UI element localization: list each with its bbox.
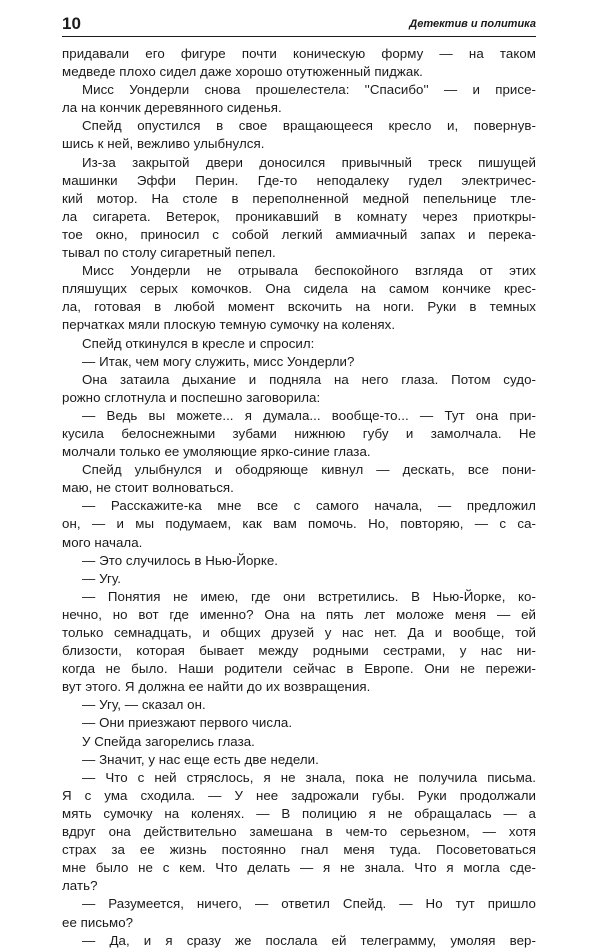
text-line: — Итак, чем могу служить, мисс Уондерли? <box>82 353 355 369</box>
text-line: — Разумеется, ничего, — ответил Спейд. — Но тут пришло <box>82 896 536 912</box>
text-line: ла сигарета. Ветерок, проникавший в комнату через приоткры- <box>62 208 536 224</box>
text-line: мне было не с кем. Что делать — я не знала. Что я могла сде- <box>62 860 536 876</box>
text-line: — Это случилось в Нью-Йорке. <box>82 552 279 568</box>
page-header <box>62 14 536 37</box>
text-line: — Ведь вы можете... я думала... вообще-то... — Тут она при- <box>82 407 536 423</box>
text-line: молчали только ее умоляющие ярко-синие глаза. <box>62 444 371 460</box>
text-line: когда не было. Наши родители сейчас в Европе. Они не пережи- <box>62 661 536 677</box>
text-line: лать? <box>62 878 98 894</box>
text-line: — Они приезжают первого числа. <box>82 715 293 731</box>
text-line: шись к ней, вежливо улыбнулся. <box>62 136 265 152</box>
text-line: Из-за закрытой двери доносился привычный треск пишущей <box>82 154 536 170</box>
text-line: нечно, но вот где именно? Она на пять лет моложе меня — ей <box>62 606 536 622</box>
text-line: Спейд улыбнулся и ободряюще кивнул — дескать, все пони- <box>82 462 536 478</box>
text-line: страх за ее жизнь постоянно гнал меня туда. Посоветоваться <box>62 842 536 858</box>
text-line: — Угу. <box>82 570 122 586</box>
text-line: он, — и мы подумаем, как вам помочь. Но, повторяю, — с са- <box>62 516 536 532</box>
text-line: ее письмо? <box>62 914 134 930</box>
text-line: вдруг она действительно замешана в чем-то серьезном, — хотя <box>62 824 536 840</box>
text-line: — Значит, у нас еще есть две недели. <box>82 751 319 767</box>
text-line: ла на кончик деревянного сиденья. <box>62 100 282 116</box>
text-line: У Спейда загорелись глаза. <box>82 733 255 749</box>
text-line: — Да, и я сразу же послала ей телеграмму, умоляя вер- <box>82 932 536 948</box>
text-line: близости, которая бывает между родными сестрами, у нас ни- <box>62 643 536 659</box>
text-line: медведе плохо сидел даже хорошо отутюженный пиджак. <box>62 64 423 80</box>
text-line: Она затаила дыхание и подняла на него глаза. Потом судо- <box>82 371 536 387</box>
text-line: Я с ума сходила. — У нее задрожали губы. Руки продолжали <box>62 787 536 803</box>
text-line: мять сумочку на коленях. — В полицию я не обращалась — а <box>62 805 536 821</box>
text-line: Спейд опустился в свое вращающееся кресло и, повернув- <box>82 118 536 134</box>
book-page <box>62 14 536 950</box>
text-line: пляшущих серых комочков. Она сидела на самом кончике крес- <box>62 281 536 297</box>
text-line: Спейд откинулся в кресле и спросил: <box>82 335 315 351</box>
text-line: тое окно, приносил с собой легкий аммиачный запах и перека- <box>62 226 536 242</box>
text-line: — Расскажите-ка мне все с самого начала, — предложил <box>82 498 536 514</box>
text-line: кий мотор. На столе в переполненной медной пепельнице тле- <box>62 190 536 206</box>
text-line: ла, готовая в любой момент вскочить на ноги. Руки в темных <box>62 299 536 315</box>
text-line: — Что с ней стряслось, я не знала, пока не получила письма. <box>82 769 536 785</box>
text-line: — Понятия не имею, где они встретились. В Нью-Йорке, ко- <box>82 588 536 604</box>
text-line: машинки Эффи Перин. Где-то неподалеку гудел электричес- <box>62 172 536 188</box>
text-line: перчатках мяли плоскую темную сумочку на коленях. <box>62 317 396 333</box>
text-line: маю, не стоит волноваться. <box>62 480 234 496</box>
text-line: — Угу, — сказал он. <box>82 697 206 713</box>
page-number: 10 <box>62 14 81 33</box>
text-line: рожно сглотнула и поспешно заговорила: <box>62 389 321 405</box>
text-line: тывал по столу сигаретный пепел. <box>62 245 276 261</box>
text-line: придавали его фигуре почти коническую форму — на таком <box>62 46 536 61</box>
text-line: кусила белоснежными зубами нижнюю губу и замолчала. Не <box>62 425 536 441</box>
text-line: Мисс Уондерли не отрывала беспокойного взгляда от этих <box>82 263 536 279</box>
text-line: Мисс Уондерли снова прошелестела: ''Спасибо'' — и присе- <box>82 82 536 98</box>
body-text <box>62 45 536 950</box>
text-line: только семнадцать, и общих друзей у нас нет. Да и вообще, той <box>62 625 536 640</box>
text-line: мого начала. <box>62 534 143 550</box>
running-title: Детектив и политика <box>409 18 536 30</box>
text-line: вут этого. Я должна ее найти до их возвращения. <box>62 679 371 695</box>
